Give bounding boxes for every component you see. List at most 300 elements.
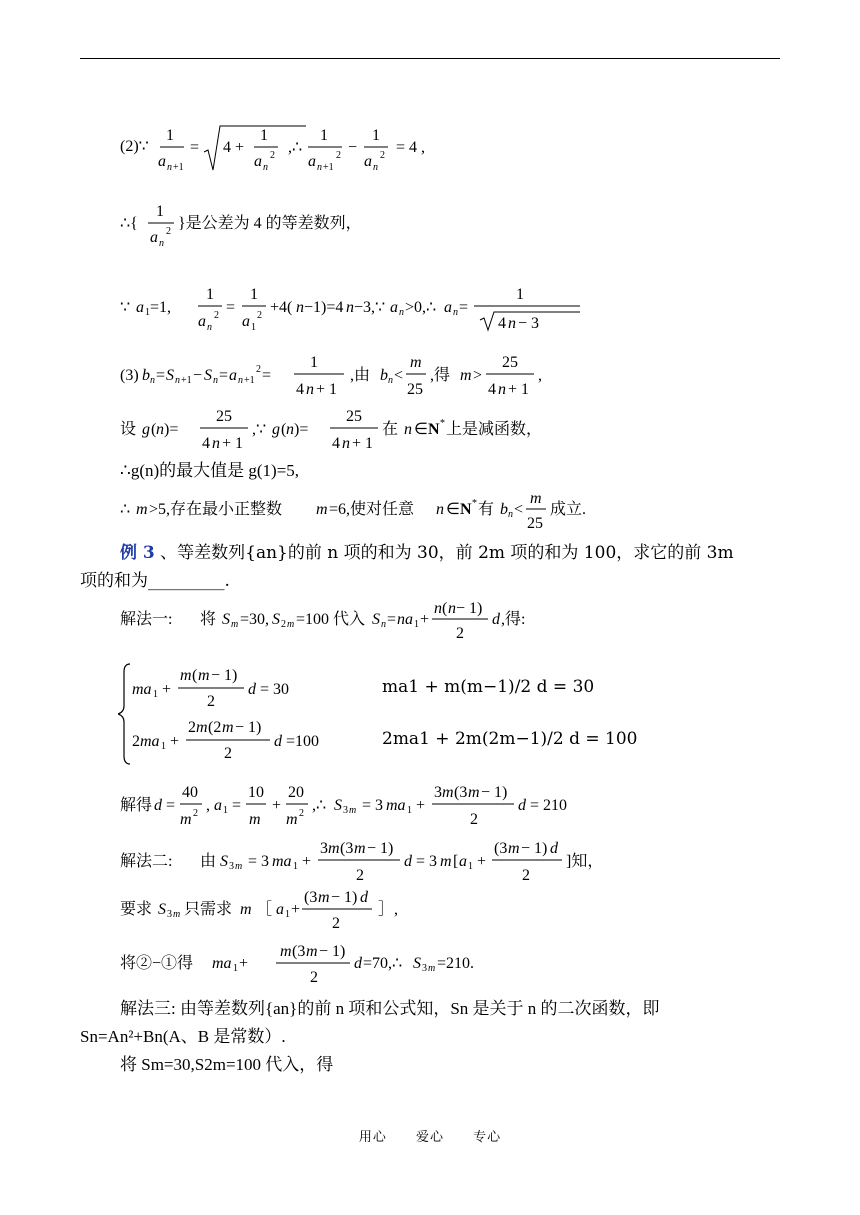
svg-text:m: m <box>280 944 292 960</box>
svg-text:1: 1 <box>407 805 412 816</box>
svg-text:n: n <box>167 162 172 173</box>
svg-text:2: 2 <box>188 719 196 736</box>
svg-text:=: = <box>262 367 272 384</box>
footer-word-3: 专心 <box>473 1130 502 1145</box>
svg-text:4: 4 <box>488 381 496 398</box>
svg-text:− 3: − 3 <box>518 315 540 332</box>
svg-text:d: d <box>360 890 368 906</box>
svg-text:= 3: = 3 <box>416 853 438 870</box>
svg-text:4: 4 <box>296 381 304 398</box>
svg-text:,由: ,由 <box>350 367 371 384</box>
formula-11 <box>120 600 580 650</box>
svg-text:n: n <box>286 421 294 438</box>
svg-text:= 3: = 3 <box>362 797 384 814</box>
svg-text:n: n <box>213 375 218 386</box>
svg-text:1: 1 <box>414 619 419 630</box>
svg-text:N: N <box>428 421 440 438</box>
svg-text:3: 3 <box>229 861 234 872</box>
svg-text:ma: ma <box>132 681 152 698</box>
svg-text:上是减函数，: 上是减函数， <box>446 421 543 438</box>
svg-text:m: m <box>354 840 366 857</box>
formula-16 <box>120 944 520 994</box>
svg-text:− 1): − 1) <box>319 944 346 960</box>
svg-text:S: S <box>272 611 280 628</box>
svg-text:n: n <box>263 162 268 173</box>
svg-text:+: + <box>477 853 487 870</box>
svg-text:n: n <box>238 375 243 386</box>
line-16 <box>120 944 520 1000</box>
svg-text:− 1): − 1) <box>367 840 394 857</box>
svg-text:g: g <box>272 421 280 438</box>
svg-text:b: b <box>142 367 150 384</box>
svg-text:+: + <box>420 611 430 628</box>
svg-text:N: N <box>460 501 472 518</box>
svg-text:m: m <box>410 354 422 371</box>
svg-text:m: m <box>508 840 520 857</box>
svg-text:d: d <box>550 840 558 857</box>
svg-text:m: m <box>249 811 261 828</box>
svg-text:m: m <box>286 811 298 828</box>
svg-text:n: n <box>508 315 516 332</box>
svg-text:∈: ∈ <box>446 501 460 518</box>
svg-text:(3: (3 <box>340 840 354 857</box>
svg-text:<: < <box>514 501 524 518</box>
svg-text:m: m <box>180 811 192 828</box>
formula-15 <box>120 890 480 940</box>
line-17: 解法三: 由等差数列{an}的前 n 项和公式知，Sn 是关于 n 的二次函数，即 <box>120 999 660 1018</box>
svg-text:n: n <box>436 501 444 518</box>
svg-text:1: 1 <box>260 127 268 144</box>
svg-text:2: 2 <box>224 745 232 762</box>
svg-text:− 1): − 1) <box>211 667 238 684</box>
svg-text:+: + <box>170 733 180 750</box>
svg-text:=: = <box>232 797 242 814</box>
svg-text:+: + <box>239 955 249 972</box>
svg-text:(: ( <box>151 421 157 438</box>
line-19: 将 Sm=30,S2m=100 代入，得 <box>120 1055 334 1074</box>
line-14 <box>120 838 640 894</box>
svg-text:d: d <box>518 797 526 814</box>
svg-text:2: 2 <box>166 226 171 237</box>
svg-text:= 3: = 3 <box>248 853 270 870</box>
svg-text:+ 1: + 1 <box>316 381 338 398</box>
svg-text:(: ( <box>442 600 448 617</box>
svg-text:m: m <box>222 719 234 736</box>
svg-text:2: 2 <box>356 867 364 884</box>
svg-text:m: m <box>173 909 181 920</box>
svg-text:1: 1 <box>516 286 524 303</box>
svg-text:25: 25 <box>407 381 423 398</box>
svg-text:n: n <box>508 509 513 520</box>
svg-text:a: a <box>444 299 452 316</box>
svg-text:1: 1 <box>468 861 473 872</box>
svg-text:1: 1 <box>233 963 238 974</box>
svg-text:m: m <box>136 501 148 518</box>
svg-text:− 1): − 1) <box>235 719 262 736</box>
svg-text:a: a <box>198 313 206 330</box>
formula-2 <box>120 122 450 178</box>
svg-text:d: d <box>354 955 362 972</box>
svg-text:+: + <box>162 681 172 698</box>
svg-text:S: S <box>222 611 230 628</box>
svg-text:+: + <box>416 797 426 814</box>
svg-text:=: = <box>387 611 397 628</box>
page-footer <box>0 1126 860 1145</box>
svg-text:S: S <box>158 901 166 918</box>
svg-text:d: d <box>248 681 256 698</box>
svg-text:(3: (3 <box>494 840 508 857</box>
svg-text:+ 1: + 1 <box>352 435 374 452</box>
svg-text:a: a <box>214 797 222 814</box>
svg-text:∴: ∴ <box>120 501 131 518</box>
svg-text:S: S <box>413 955 421 972</box>
svg-text:m: m <box>440 853 452 870</box>
svg-text:a: a <box>136 299 144 316</box>
svg-text:2: 2 <box>470 811 478 828</box>
svg-text:d: d <box>404 853 412 870</box>
svg-text:n: n <box>498 381 506 398</box>
svg-text:25: 25 <box>527 515 543 532</box>
svg-text:成立.: 成立. <box>550 501 587 518</box>
svg-text:ma: ma <box>272 853 292 870</box>
svg-text:+1: +1 <box>181 375 192 386</box>
svg-text:− 1): − 1) <box>481 784 508 801</box>
svg-text:= 4 ,: = 4 , <box>396 139 426 156</box>
line-15 <box>120 890 480 946</box>
svg-text:m: m <box>349 805 357 816</box>
svg-text:m: m <box>306 944 318 960</box>
svg-text:1: 1 <box>293 861 298 872</box>
svg-text:m: m <box>530 490 542 507</box>
svg-text:ma: ma <box>212 955 232 972</box>
svg-text:d: d <box>492 611 500 628</box>
svg-text:+1: +1 <box>244 375 255 386</box>
svg-text:a: a <box>276 901 284 918</box>
svg-text:− 1): − 1) <box>456 600 483 617</box>
svg-text:(2)∵: (2)∵ <box>120 138 149 155</box>
example-3-heading <box>120 542 734 564</box>
svg-text:+4(: +4( <box>270 299 293 316</box>
svg-text:25: 25 <box>216 408 232 425</box>
svg-text:1: 1 <box>156 203 164 220</box>
svg-text:［: ［ <box>256 901 273 918</box>
footer-word-2: 爱心 <box>415 1130 444 1145</box>
svg-text:2: 2 <box>193 808 198 819</box>
svg-text:a: a <box>459 853 467 870</box>
equation-number-2: 2ma1 + 2m(2m−1)/2 d = 100 <box>382 729 638 749</box>
svg-text:2: 2 <box>380 150 385 161</box>
svg-text:n: n <box>306 381 314 398</box>
svg-text:1: 1 <box>285 909 290 920</box>
svg-text:S: S <box>166 367 174 384</box>
svg-text:m: m <box>318 890 330 906</box>
svg-text:S: S <box>372 611 380 628</box>
svg-text:2: 2 <box>310 969 318 986</box>
line-13 <box>120 782 600 838</box>
svg-text:在: 在 <box>382 421 399 438</box>
line-4 <box>120 284 600 340</box>
svg-text:1: 1 <box>153 689 158 700</box>
svg-text:)=: )= <box>164 421 179 438</box>
svg-text:n: n <box>342 435 350 452</box>
svg-text:S: S <box>334 797 342 814</box>
svg-text:1: 1 <box>161 741 166 752</box>
svg-text:= 30: = 30 <box>260 681 290 698</box>
svg-text:*: * <box>472 498 477 509</box>
formula-14 <box>120 838 640 888</box>
svg-text:n: n <box>207 322 212 333</box>
svg-text:解法二:: 解法二: <box>120 853 173 870</box>
svg-text:2: 2 <box>270 150 275 161</box>
svg-text:有: 有 <box>478 501 495 518</box>
svg-text:a: a <box>364 153 372 170</box>
svg-text:}是公差为 4 的等差数列，: }是公差为 4 的等差数列， <box>178 215 362 232</box>
footer-word-1: 用心 <box>358 1130 387 1145</box>
svg-text:+: + <box>272 797 282 814</box>
svg-text:4 +: 4 + <box>223 139 245 156</box>
header-rule <box>80 58 780 59</box>
svg-text:∈: ∈ <box>414 421 428 438</box>
svg-text:−1)=4: −1)=4 <box>304 299 344 316</box>
line-6 <box>120 406 580 462</box>
svg-text:,∴: ,∴ <box>312 797 327 814</box>
svg-text:,∴: ,∴ <box>288 139 303 156</box>
svg-text:1: 1 <box>310 354 318 371</box>
svg-text:n: n <box>317 162 322 173</box>
svg-text:设: 设 <box>120 421 137 438</box>
svg-text:3: 3 <box>167 909 172 920</box>
svg-text:1: 1 <box>251 322 256 333</box>
svg-text:=100 代入: =100 代入 <box>296 611 366 628</box>
svg-text:+: + <box>291 901 301 918</box>
svg-text:=210.: =210. <box>437 955 475 972</box>
svg-text:2: 2 <box>207 693 215 710</box>
svg-text:m: m <box>240 901 252 918</box>
svg-text:a: a <box>254 153 262 170</box>
svg-text:要求: 要求 <box>120 901 153 918</box>
svg-text:m: m <box>428 963 436 974</box>
line-7: ∴g(n)的最大值是 g(1)=5, <box>120 461 300 480</box>
svg-text:(3: (3 <box>292 944 306 960</box>
svg-text:b: b <box>500 501 508 518</box>
svg-text:ma: ma <box>140 733 160 750</box>
svg-text:d: d <box>274 733 282 750</box>
svg-text:=: = <box>459 299 469 316</box>
svg-text:将: 将 <box>200 611 217 628</box>
svg-text:>: > <box>473 367 483 384</box>
svg-text:n: n <box>212 435 220 452</box>
svg-text:,∵: ,∵ <box>252 421 267 438</box>
svg-text:n: n <box>156 421 164 438</box>
svg-text:4: 4 <box>332 435 340 452</box>
svg-text:(: ( <box>281 421 287 438</box>
svg-text:m: m <box>198 667 210 684</box>
svg-text:n: n <box>296 299 304 316</box>
svg-text:n: n <box>399 307 404 318</box>
svg-text:−: − <box>348 139 358 156</box>
svg-text:(3: (3 <box>454 784 468 801</box>
svg-text:25: 25 <box>502 354 518 371</box>
formula-4 <box>120 284 600 334</box>
svg-text:a: a <box>308 153 316 170</box>
svg-text:=: = <box>156 367 166 384</box>
line-3 <box>120 202 440 258</box>
svg-text:+1: +1 <box>173 162 184 173</box>
svg-text:2: 2 <box>281 619 286 630</box>
svg-text:g: g <box>142 421 150 438</box>
svg-text:b: b <box>380 367 388 384</box>
svg-text:]知，: ]知， <box>566 853 604 870</box>
svg-text:1: 1 <box>206 286 214 303</box>
line-11 <box>120 600 580 656</box>
svg-text:m: m <box>468 784 480 801</box>
line-8 <box>120 490 640 546</box>
svg-text:+ 1: + 1 <box>222 435 244 452</box>
svg-text:1: 1 <box>320 127 328 144</box>
svg-text:n: n <box>159 238 164 249</box>
svg-text:n: n <box>404 421 412 438</box>
svg-text:m: m <box>180 667 192 684</box>
svg-text:m: m <box>231 619 239 630</box>
svg-text:由: 由 <box>200 853 217 870</box>
svg-text:(3: (3 <box>304 890 318 906</box>
svg-text:,得: ,得 <box>430 367 451 384</box>
line-5 <box>120 352 560 408</box>
svg-text:,: , <box>206 797 210 814</box>
svg-text:=100: =100 <box>286 733 320 750</box>
svg-text:S: S <box>220 853 228 870</box>
svg-text:m: m <box>287 619 295 630</box>
svg-text:=: = <box>190 139 200 156</box>
svg-text:20: 20 <box>288 784 304 801</box>
svg-text:1: 1 <box>223 805 228 816</box>
svg-text:］,: ］, <box>378 901 399 918</box>
svg-text:(2: (2 <box>208 719 222 736</box>
svg-text:+ 1: + 1 <box>508 381 530 398</box>
svg-text:3: 3 <box>343 805 348 816</box>
svg-text:,得:: ,得: <box>501 611 526 628</box>
equation-number-1: ma1 + m(m−1)/2 d = 30 <box>382 677 595 697</box>
svg-text:∴{: ∴{ <box>120 215 138 232</box>
svg-text:3: 3 <box>320 840 328 857</box>
svg-text:m: m <box>328 840 340 857</box>
svg-text:)=: )= <box>294 421 309 438</box>
svg-text:ma: ma <box>386 797 406 814</box>
svg-text:= 210: = 210 <box>530 797 568 814</box>
svg-text:解得: 解得 <box>120 797 153 814</box>
svg-text:n: n <box>175 375 180 386</box>
svg-text:=30,: =30, <box>240 611 270 628</box>
svg-text:n: n <box>388 375 393 386</box>
svg-text:a: a <box>150 229 158 246</box>
svg-text:1: 1 <box>250 286 258 303</box>
svg-text:1: 1 <box>372 127 380 144</box>
svg-text:1: 1 <box>145 307 150 318</box>
svg-text:a: a <box>229 367 237 384</box>
svg-text:− 1): − 1) <box>331 890 358 906</box>
svg-text:>5,存在最小正整数: >5,存在最小正整数 <box>149 501 283 518</box>
svg-text:m: m <box>235 861 243 872</box>
svg-text:(: ( <box>192 667 198 684</box>
svg-text:3: 3 <box>422 963 427 974</box>
svg-text:2: 2 <box>132 733 140 750</box>
svg-text:d: d <box>154 797 162 814</box>
svg-text:*: * <box>440 418 445 429</box>
svg-text:a: a <box>158 153 166 170</box>
svg-text:∵: ∵ <box>120 299 131 316</box>
svg-text:m: m <box>196 719 208 736</box>
svg-text:n: n <box>150 375 155 386</box>
line-18: Sn=An²+Bn(A、B 是常数）. <box>80 1027 286 1046</box>
svg-text:S: S <box>204 367 212 384</box>
formula-6 <box>120 406 580 456</box>
svg-text:−: − <box>193 367 203 384</box>
svg-text:(3): (3) <box>120 367 139 384</box>
svg-text:=70,∴: =70,∴ <box>363 955 403 972</box>
svg-text:<: < <box>394 367 404 384</box>
svg-text:将②−①得: 将②−①得 <box>120 955 194 972</box>
svg-text:n: n <box>448 600 456 617</box>
svg-text:2: 2 <box>456 625 464 642</box>
svg-text:n: n <box>346 299 354 316</box>
svg-text:只需求: 只需求 <box>184 901 233 918</box>
formula-8 <box>120 490 640 540</box>
svg-text:m: m <box>316 501 328 518</box>
line-2 <box>120 122 450 184</box>
svg-text:2: 2 <box>257 310 262 321</box>
svg-text:>0,∴: >0,∴ <box>405 299 437 316</box>
formula-3 <box>120 202 440 252</box>
svg-text:na: na <box>397 611 413 628</box>
svg-text:4: 4 <box>498 315 506 332</box>
svg-text:2: 2 <box>522 867 530 884</box>
svg-text:n: n <box>453 307 458 318</box>
svg-text:2: 2 <box>299 808 304 819</box>
svg-text:=1,: =1, <box>150 299 172 316</box>
svg-text:2: 2 <box>214 310 219 321</box>
svg-text:a: a <box>390 299 398 316</box>
svg-text:+: + <box>302 853 312 870</box>
svg-text:解法一:: 解法一: <box>120 611 173 628</box>
formula-13 <box>120 782 600 832</box>
example-label: 例 3 <box>120 543 155 563</box>
svg-text:3: 3 <box>434 784 442 801</box>
example-text: 、等差数列{an}的前 n 项的和为 30，前 2m 项的和为 100，求它的前 3m <box>160 543 734 563</box>
svg-text:n: n <box>381 619 386 630</box>
formula-5 <box>120 352 560 402</box>
svg-text:=: = <box>226 299 236 316</box>
svg-text:m: m <box>460 367 472 384</box>
svg-text:n: n <box>373 162 378 173</box>
svg-text:−3,∵: −3,∵ <box>354 299 386 316</box>
svg-text:=: = <box>166 797 176 814</box>
line-10: 项的和为_________. <box>80 571 230 591</box>
svg-text:[: [ <box>453 853 459 870</box>
svg-text:,: , <box>538 367 542 384</box>
svg-text:2: 2 <box>336 150 341 161</box>
svg-text:− 1): − 1) <box>521 840 548 857</box>
svg-text:+1: +1 <box>323 162 334 173</box>
svg-text:40: 40 <box>182 784 198 801</box>
svg-text:25: 25 <box>346 408 362 425</box>
svg-text:=6,使对任意: =6,使对任意 <box>329 501 415 518</box>
svg-text:2: 2 <box>332 915 340 932</box>
svg-text:4: 4 <box>202 435 210 452</box>
svg-text:=: = <box>219 367 229 384</box>
svg-text:1: 1 <box>166 127 174 144</box>
svg-text:a: a <box>242 313 250 330</box>
svg-text:10: 10 <box>248 784 264 801</box>
